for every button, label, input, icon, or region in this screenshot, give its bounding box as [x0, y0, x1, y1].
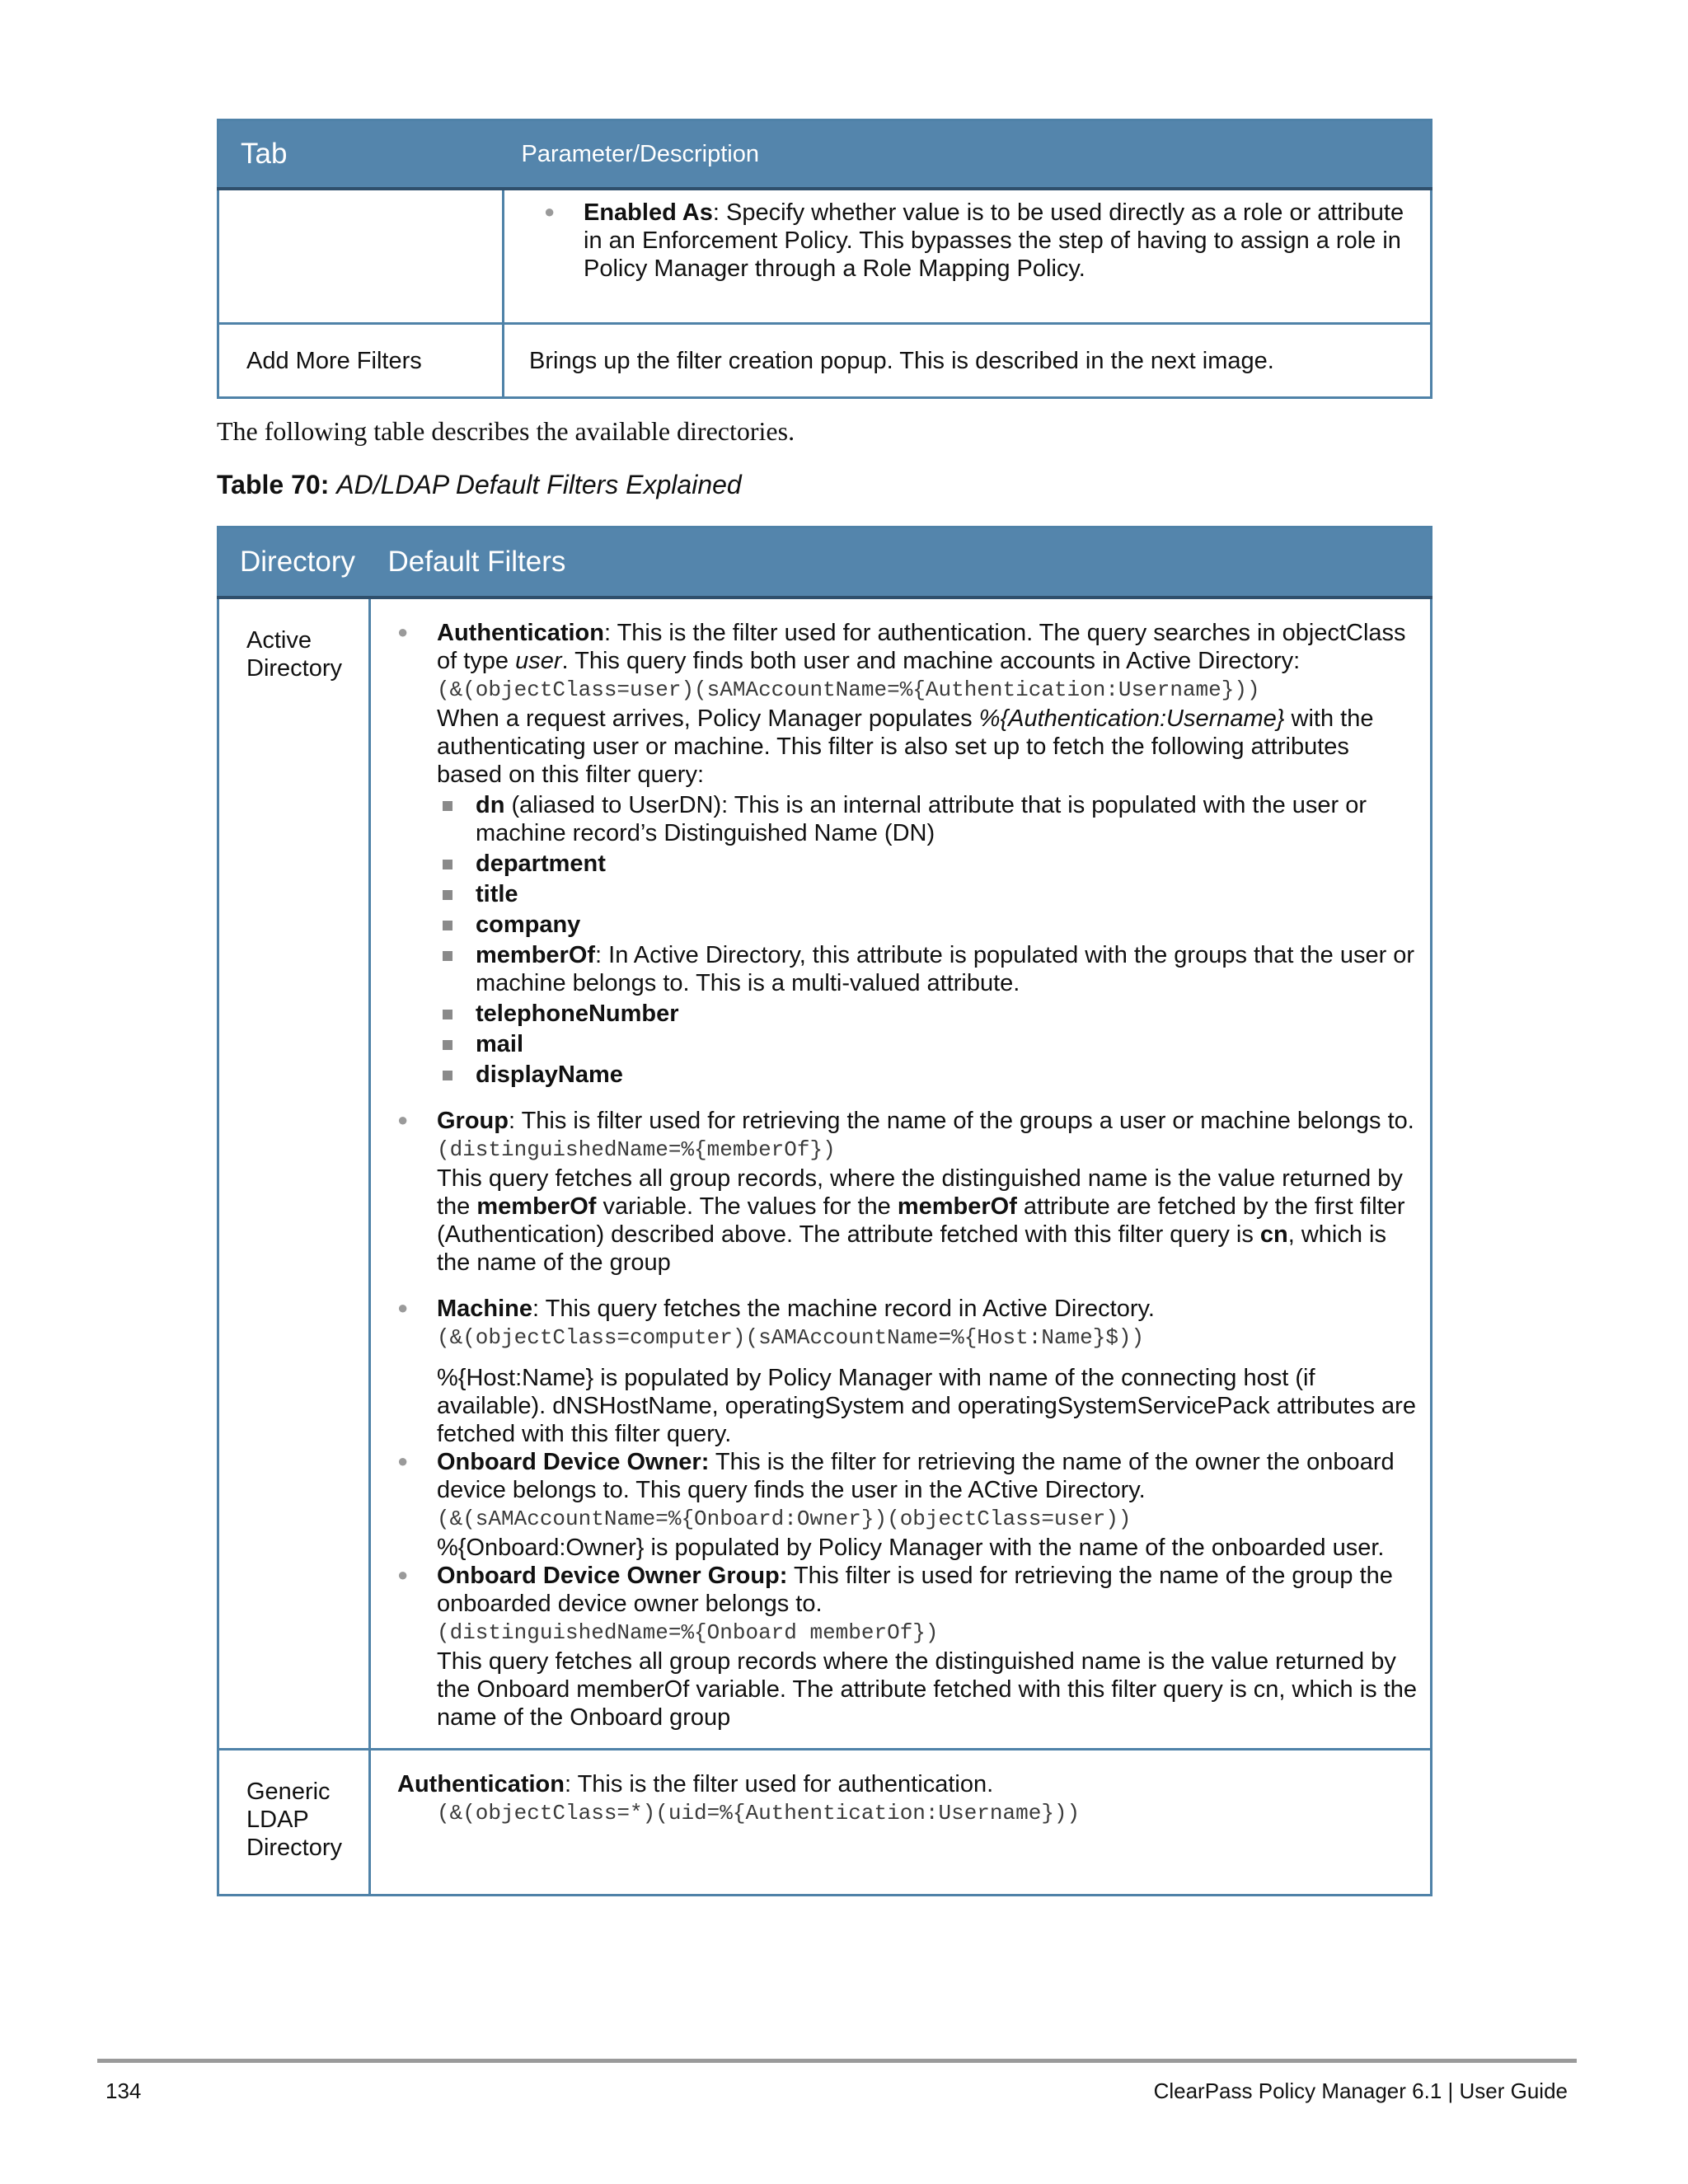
table-header-row [218, 120, 1432, 190]
list-item [437, 911, 1418, 939]
text: %{Host:Name} is populated by Policy Manager with name of the connecting host (if available). dNSHostName, operatingSystem and operatingSystemServicePack attributes are fetched with this filter query. [437, 1365, 1416, 1447]
text: This filter is used for retrieving the name of the group the onboarded device owner belongs to. [437, 1563, 1393, 1617]
text: %{Onboard:Owner} is populated by Policy Manager with the name of the onboarded user. [437, 1535, 1385, 1561]
caption-title: AD/LDAP Default Filters Explained [336, 470, 742, 499]
term-machine: Machine [437, 1296, 533, 1322]
text: : This is the filter used for authentication. [565, 1771, 994, 1797]
term-group: Group [437, 1108, 509, 1134]
page-number: 134 [106, 2079, 142, 2103]
term-authentication: Authentication [437, 620, 604, 646]
text: : This is filter used for retrieving the name of the groups a user or machine belongs to. [509, 1108, 1414, 1134]
header-tab: Tab [218, 120, 504, 190]
text: . This query finds both user and machine accounts in Active Directory: [561, 648, 1301, 674]
code-snippet: (&(objectClass=*)(uid=%{Authentication:Username})) [437, 1801, 1081, 1825]
text: This is the filter for retrieving the name of the owner the onboard device belongs to. This query finds the user in the ACtive Directory. [437, 1449, 1395, 1503]
directory-cell: Generic LDAP Directory [218, 1750, 370, 1896]
table-row [218, 324, 1432, 398]
text: This query fetches all group records where the distinguished name is the value returned by the Onboard memberOf variable. The attribute fetched with this filter query is cn, which is the name of the Onboard group [437, 1648, 1418, 1731]
table-header-row [218, 527, 1432, 598]
term-onboard-device-owner-group: Onboard Device Owner Group: [437, 1563, 788, 1589]
list-item-machine [371, 1295, 1418, 1448]
list-item-onboard-device-owner [371, 1448, 1418, 1562]
list-item-onboard-device-owner-group [371, 1562, 1418, 1732]
parameter-table [217, 119, 1432, 399]
footer-divider [97, 2059, 1577, 2063]
header-parameter-description: Parameter/Description [504, 120, 1432, 190]
term-dn: dn [476, 792, 505, 818]
text-emphasis: %{Authentication:Username} [978, 705, 1285, 732]
caption-label: Table 70: [217, 470, 330, 499]
list-item [437, 850, 1418, 878]
header-default-filters: Default Filters [370, 527, 1432, 598]
term-authentication: Authentication [397, 1771, 565, 1797]
term-display-name: displayName [476, 1062, 623, 1088]
text-emphasis: user [515, 648, 562, 674]
attribute-list [437, 791, 1418, 1089]
guide-title: ClearPass Policy Manager 6.1 | User Guide [1153, 2079, 1568, 2103]
list-item [437, 880, 1418, 908]
text: When a request arrives, Policy Manager populates [437, 705, 979, 732]
term-cn: cn [1259, 1221, 1288, 1248]
directory-cell: Active Directory [218, 598, 370, 1750]
term-memberof: memberOf [476, 1193, 597, 1220]
list-item [437, 1061, 1418, 1089]
term-mail: mail [476, 1031, 524, 1057]
text: : This query fetches the machine record in Active Directory. [532, 1296, 1155, 1322]
term-onboard-device-owner: Onboard Device Owner: [437, 1449, 710, 1475]
bullet-list [518, 199, 1418, 283]
text: attribute are fetched by the first filter (Authentication) described above. The attribute fetched with this filter query is [437, 1193, 1405, 1248]
code-snippet: (distinguishedName=%{Onboard memberOf}) [437, 1620, 939, 1645]
term-title: title [476, 881, 518, 907]
list-item [437, 1030, 1418, 1058]
term-telephone-number: telephoneNumber [476, 1001, 679, 1027]
code-snippet: (&(objectClass=computer)(sAMAccountName=%{Host:Name}$)) [437, 1325, 1145, 1350]
list-item [437, 1000, 1418, 1028]
text: This query fetches all group records, where the distinguished name is the value returned by the [437, 1165, 1403, 1220]
term-memberof: memberOf [476, 942, 596, 968]
text: (aliased to UserDN): This is an internal attribute that is populated with the user or machine record’s Distinguished Name (DN) [476, 792, 1367, 846]
text: variable. The values for the [596, 1193, 898, 1220]
list-item-group [371, 1107, 1418, 1277]
intro-paragraph: The following table describes the available directories. [217, 416, 795, 446]
text: with the authenticating user or machine. This filter is also set up to fetch the following attributes based on this filter query: [437, 705, 1374, 788]
list-item-authentication [371, 619, 1418, 1089]
table-caption [217, 470, 742, 500]
tab-cell [218, 189, 504, 324]
enabled-as-description: : Specify whether value is to be used directly as a role or attribute in an Enforcement Policy. This bypasses the step of having to assign a role in Policy Manager through a Role Mapping Policy. [584, 199, 1404, 282]
text: , which is the name of the group [437, 1221, 1386, 1276]
code-snippet: (&(sAMAccountName=%{Onboard:Owner})(objectClass=user)) [437, 1507, 1132, 1531]
tab-cell: Add More Filters [218, 324, 504, 398]
default-filters-table [217, 526, 1432, 1896]
list-item [437, 791, 1418, 847]
table-row [218, 189, 1432, 324]
code-snippet: (&(objectClass=user)(sAMAccountName=%{Authentication:Username})) [437, 677, 1260, 702]
text: : This is the filter used for authentication. The query searches in objectClass of type [437, 620, 1406, 674]
table-row [218, 598, 1432, 1750]
description-cell: Brings up the filter creation popup. This is described in the next image. [504, 324, 1432, 398]
description-cell [504, 189, 1432, 324]
filters-cell [370, 598, 1432, 1750]
list-item [518, 199, 1418, 283]
table-row [218, 1750, 1432, 1896]
text: : In Active Directory, this attribute is populated with the groups that the user or machine belongs to. This is a multi-valued attribute. [476, 942, 1415, 996]
list-item [437, 941, 1418, 997]
filters-cell [370, 1750, 1432, 1896]
term-memberof: memberOf [897, 1193, 1017, 1220]
term-enabled-as: Enabled As [584, 199, 713, 226]
filters-list [371, 619, 1418, 1732]
code-snippet: (distinguishedName=%{memberOf}) [437, 1137, 836, 1162]
term-department: department [476, 851, 606, 877]
term-company: company [476, 912, 581, 938]
header-directory: Directory [218, 527, 370, 598]
